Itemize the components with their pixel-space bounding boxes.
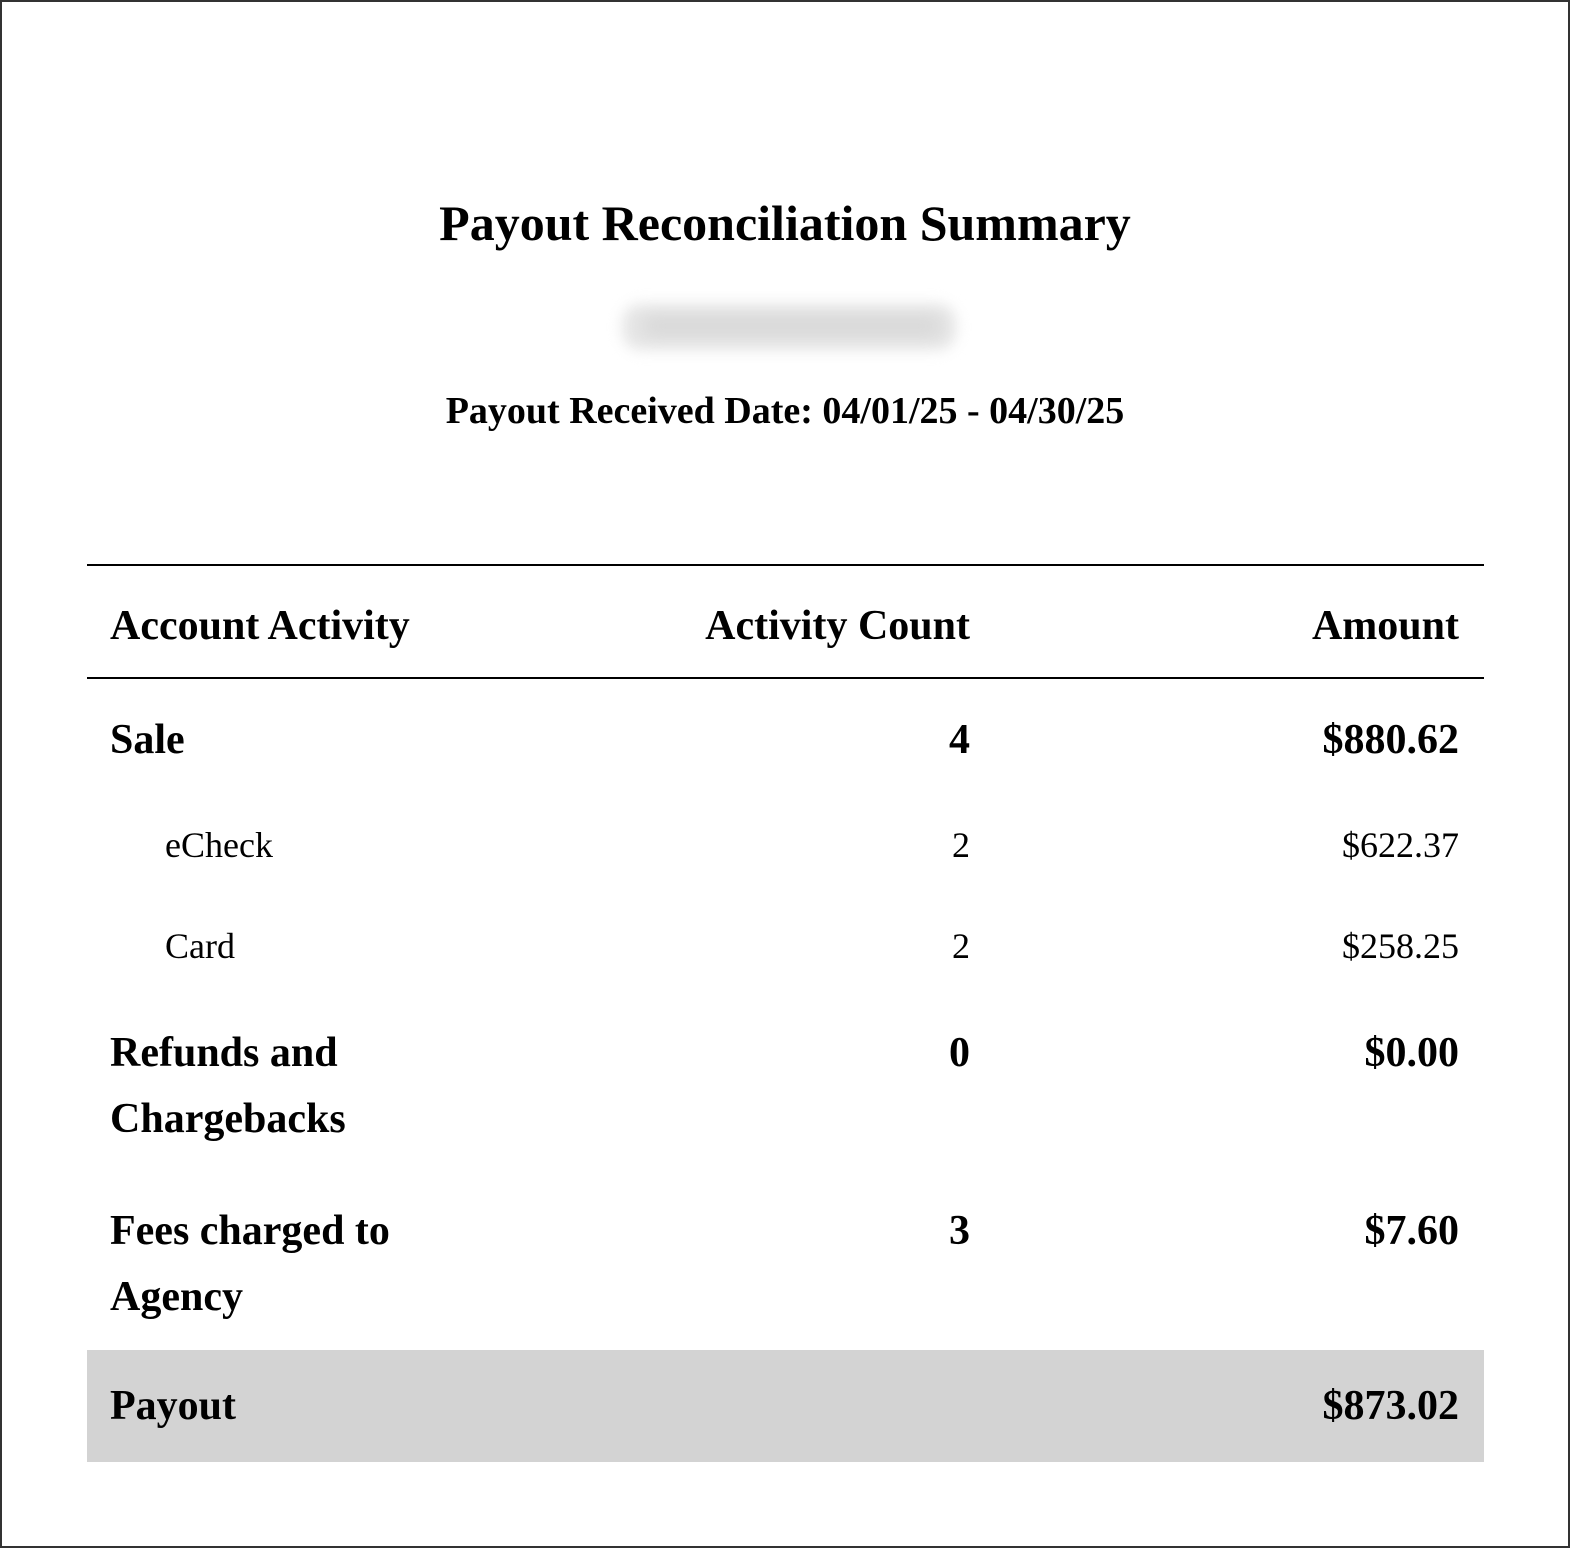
- redacted-text-blur: [642, 317, 942, 335]
- row-amount: $0.00: [1364, 1030, 1459, 1076]
- row-activity: Sale: [110, 717, 185, 763]
- row-amount: $258.25: [1342, 926, 1459, 966]
- row-activity: Refunds and Chargebacks: [110, 1030, 346, 1142]
- table-row-payout-total: [87, 1350, 1484, 1462]
- row-count: 4: [949, 717, 970, 763]
- row-count: 0: [949, 1030, 970, 1076]
- payout-amount: $873.02: [1322, 1383, 1459, 1429]
- row-activity: Fees charged to Agency: [110, 1208, 390, 1320]
- report-title: Payout Reconciliation Summary: [439, 195, 1131, 251]
- row-count: 3: [949, 1208, 970, 1254]
- header-amount: Amount: [1311, 603, 1459, 649]
- header-activity-count: Activity Count: [705, 603, 970, 649]
- row-count: 2: [952, 926, 970, 966]
- row-count: 2: [952, 825, 970, 865]
- header-account-activity: Account Activity: [110, 603, 410, 649]
- payout-date-label: Payout Received Date:: [445, 390, 813, 432]
- row-amount: $7.60: [1364, 1208, 1459, 1254]
- payout-date-line: [2, 386, 1568, 436]
- row-activity: Card: [165, 926, 235, 966]
- row-amount: $622.37: [1342, 825, 1459, 865]
- table-header-row: [87, 564, 1484, 679]
- row-activity: eCheck: [165, 825, 273, 865]
- row-amount: $880.62: [1322, 717, 1459, 763]
- payout-label: Payout: [110, 1383, 236, 1429]
- payout-date-range: 04/01/25 - 04/30/25: [822, 390, 1125, 432]
